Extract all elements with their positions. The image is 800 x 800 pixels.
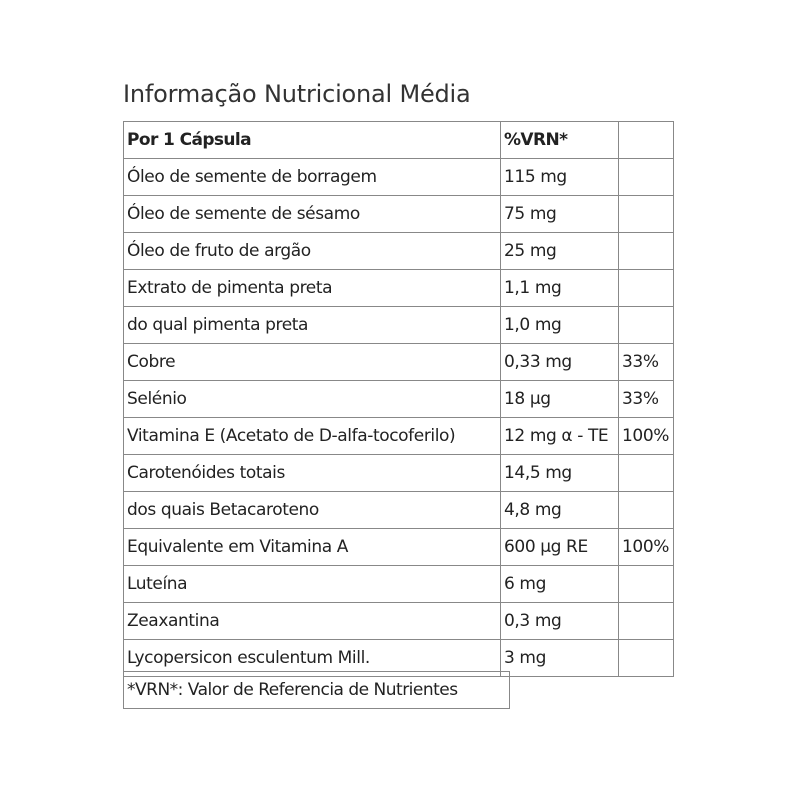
nutrient-name: Carotenóides totais: [124, 455, 501, 492]
footnote-table: [123, 671, 510, 709]
nutrient-name: Zeaxantina: [124, 603, 501, 640]
nutrient-amount: 25 mg: [501, 233, 619, 270]
nutrient-name: Óleo de semente de borragem: [124, 159, 501, 196]
nutrient-vrn-percent: 33%: [619, 381, 674, 418]
table-row: [124, 492, 674, 529]
header-cell-portion: Por 1 Cápsula: [124, 122, 501, 159]
nutrient-amount: 0,33 mg: [501, 344, 619, 381]
header-cell-percent: [619, 122, 674, 159]
nutrient-vrn-percent: [619, 307, 674, 344]
nutrient-amount: 18 µg: [501, 381, 619, 418]
header-cell-vrn: %VRN*: [501, 122, 619, 159]
nutrient-amount: 6 mg: [501, 566, 619, 603]
nutrient-vrn-percent: [619, 566, 674, 603]
nutrient-name: Lycopersicon esculentum Mill.: [124, 640, 501, 677]
table-row: [124, 196, 674, 233]
nutrient-vrn-percent: 100%: [619, 418, 674, 455]
nutrition-table: [123, 121, 674, 677]
table-row: [124, 233, 674, 270]
nutrient-name: Cobre: [124, 344, 501, 381]
nutrient-vrn-percent: [619, 233, 674, 270]
page-title: Informação Nutricional Média: [123, 80, 471, 108]
table-row: [124, 344, 674, 381]
footnote: *VRN*: Valor de Referencia de Nutrientes: [124, 672, 510, 709]
table-row: [124, 159, 674, 196]
nutrient-name: Luteína: [124, 566, 501, 603]
nutrient-name: Selénio: [124, 381, 501, 418]
nutrient-name: Óleo de semente de sésamo: [124, 196, 501, 233]
nutrient-amount: 3 mg: [501, 640, 619, 677]
nutrient-amount: 14,5 mg: [501, 455, 619, 492]
nutrient-vrn-percent: 33%: [619, 344, 674, 381]
nutrient-amount: 600 µg RE: [501, 529, 619, 566]
table-row: [124, 529, 674, 566]
nutrient-vrn-percent: [619, 492, 674, 529]
nutrient-amount: 1,0 mg: [501, 307, 619, 344]
nutrient-vrn-percent: [619, 159, 674, 196]
nutrient-amount: 12 mg α - TE: [501, 418, 619, 455]
nutrient-amount: 4,8 mg: [501, 492, 619, 529]
nutrient-name: do qual pimenta preta: [124, 307, 501, 344]
table-row: [124, 566, 674, 603]
nutrient-amount: 0,3 mg: [501, 603, 619, 640]
table-row: [124, 418, 674, 455]
nutrient-name: dos quais Betacaroteno: [124, 492, 501, 529]
nutrient-name: Equivalente em Vitamina A: [124, 529, 501, 566]
table-row: [124, 455, 674, 492]
nutrient-vrn-percent: 100%: [619, 529, 674, 566]
footnote-row: [124, 672, 510, 709]
nutrient-vrn-percent: [619, 196, 674, 233]
nutrient-vrn-percent: [619, 270, 674, 307]
table-row: [124, 270, 674, 307]
nutrient-name: Vitamina E (Acetato de D-alfa-tocoferilo): [124, 418, 501, 455]
table-row: [124, 381, 674, 418]
nutrient-name: Óleo de fruto de argão: [124, 233, 501, 270]
nutrient-amount: 115 mg: [501, 159, 619, 196]
nutrient-amount: 75 mg: [501, 196, 619, 233]
table-row: [124, 603, 674, 640]
nutrient-vrn-percent: [619, 640, 674, 677]
nutrient-vrn-percent: [619, 455, 674, 492]
nutrient-vrn-percent: [619, 603, 674, 640]
table-header-row: [124, 122, 674, 159]
table-row: [124, 307, 674, 344]
nutrient-name: Extrato de pimenta preta: [124, 270, 501, 307]
nutrient-amount: 1,1 mg: [501, 270, 619, 307]
